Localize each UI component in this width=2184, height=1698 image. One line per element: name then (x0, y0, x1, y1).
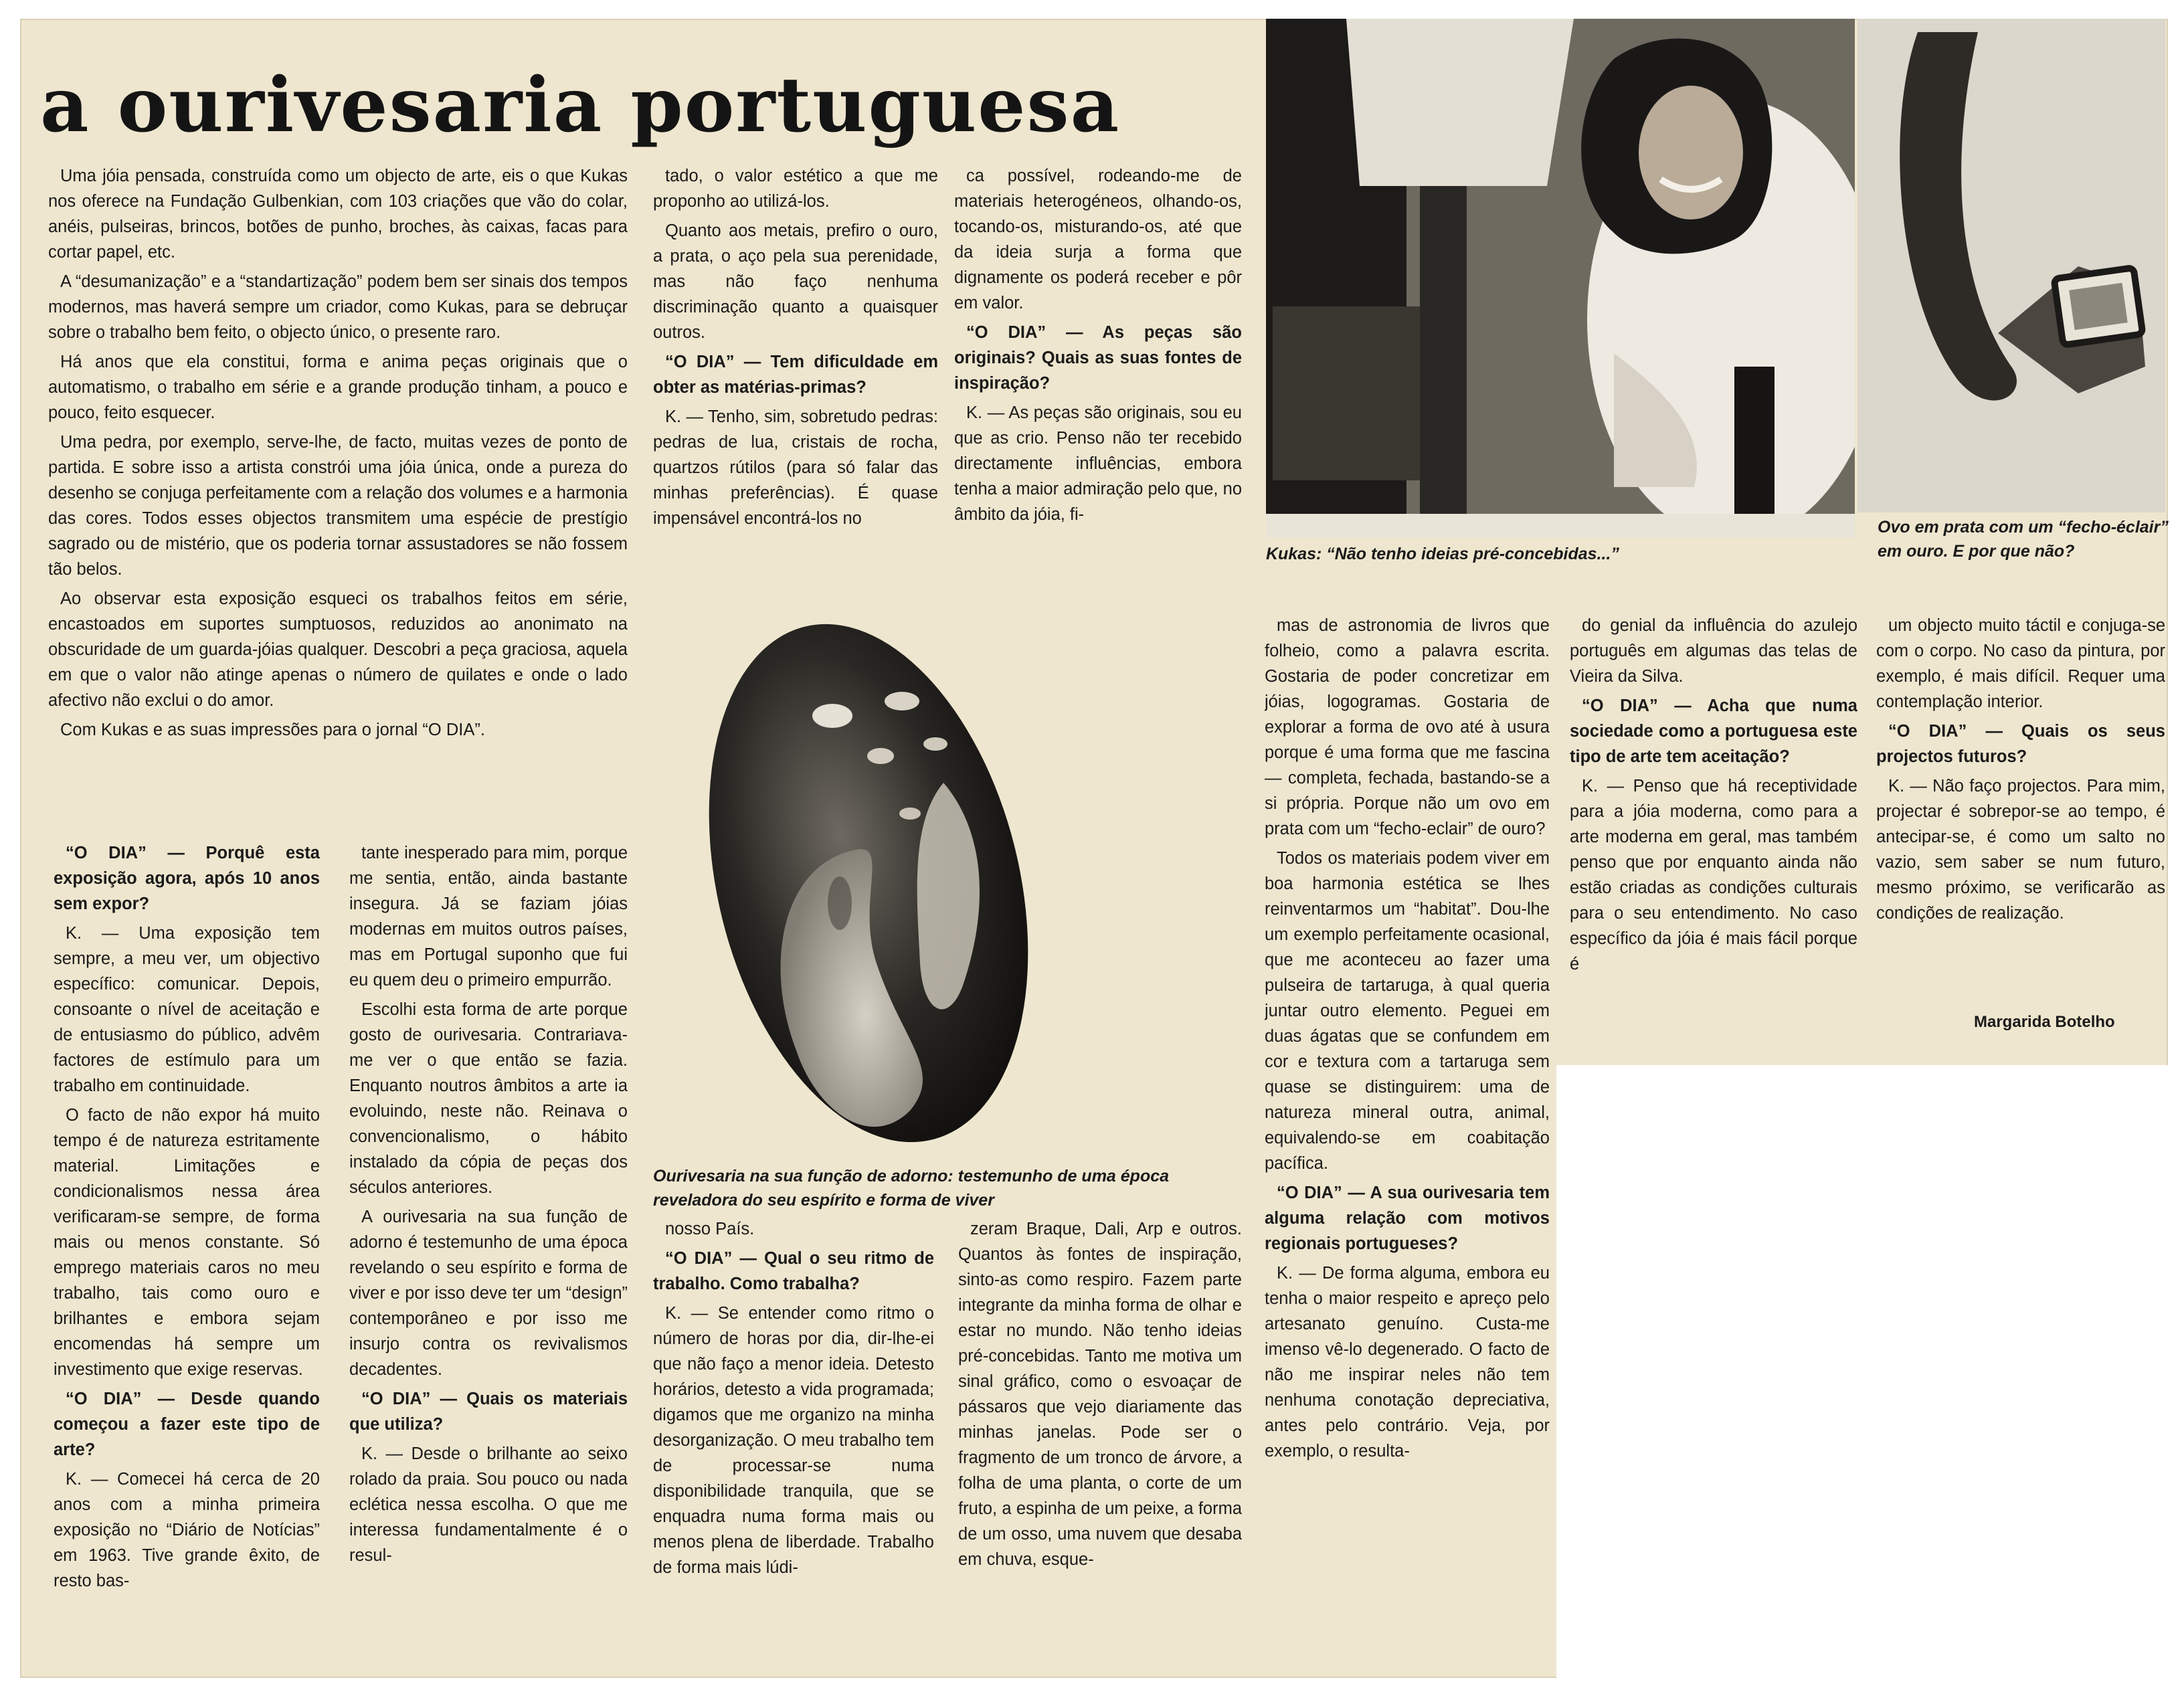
paragraph: K. — Comecei há cerca de 20 anos com a minha primeira exposição no “Diário de Notícias” em 1963. Tive grande êxito, de resto bas- (54, 1470, 320, 1590)
paragraph: Uma pedra, por exemplo, serve-lhe, de facto, muitas vezes de ponto de partida. E sobre isso a artista constrói uma jóia única, onde a pureza do desenho se conjuga perfeitamente com a relação dos volumes e a harmonia das cores. Todos esses objectos transmitem uma espécie de prestígio sagrado ou de mistério, que os poderia tornar assustadores se não fossem tão belos. (48, 433, 628, 579)
paragraph: tante inesperado para mim, porque me sentia, então, ainda bastante insegura. Já se faziam jóias modernas em muitos outros países, mas em Portugal suponho que fui eu quem deu o primeiro empurrão. (349, 844, 628, 989)
column-5 (1265, 613, 1550, 1657)
paragraph: K. — Se entender como ritmo o número de horas por dia, dir-lhe-ei que não faço a menor ideia. Detesto horários, detesto a vida programada; digamos que me organizo na minha desorganização. O meu trabalho tem de processar-se numa disponibilidade tranquila, que se enquadra numa forma mais ou menos plena de liberdade. Trabalho de forma mais lúdi- (653, 1304, 934, 1577)
paragraph: K. — Não faço projectos. Para mim, projectar é sobrepor-se ao tempo, é antecipar-se, é como um salto no vazio, sem saber se num futuro, mesmo próximo, se verificarão as condições de realização. (1876, 777, 2165, 923)
paragraph: “O DIA” — Tem dificuldade em obter as matérias-primas? (653, 353, 938, 397)
paragraph: “O DIA” — Quais os seus projectos futuros? (1876, 722, 2165, 766)
column-1 (54, 840, 320, 1654)
paragraph: O facto de não expor há muito tempo é de natureza estritamente material. Limitações e condicionalismos nessa área verificaram-se sempre, de forma mais ou menos constante. Só emprego materiais caros no meu trabalho, tais como ouro e brilhantes e embora sejam encomendas há sempre um investimento que exige reservas. (54, 1106, 320, 1379)
article-title: a ourivesaria portuguesa (40, 62, 1121, 149)
paragraph: mas de astronomia de livros que folheio, como a palavra escrita. Gostaria de poder concretizar em jóias, logogramas. Gostaria de explorar a forma de ovo até à usura porque é uma forma que me fascina — completa, fechada, bastando-se a si própria. Porque não um ovo em prata com um “fecho-eclair” de ouro? (1265, 616, 1550, 838)
paragraph: “O DIA” — As peças são originais? Quais as suas fontes de inspiração? (954, 323, 1242, 393)
column-4-top (954, 163, 1242, 565)
paragraph: Com Kukas e as suas impressões para o jornal “O DIA”. (60, 721, 485, 739)
clipping-cutout-background (1556, 1065, 2184, 1698)
paragraph: um objecto muito táctil e conjuga-se com o corpo. No caso da pintura, por exemplo, é mais difícil. Requer uma contemplação interior. (1876, 616, 2165, 711)
paragraph: K. — Penso que há receptividade para a jóia moderna, como para a arte moderna em geral, mas também penso que por enquanto ainda não estão criadas as condições culturais para o seu entendimento. No caso específico da jóia é mais fácil porque é (1570, 777, 1857, 973)
caption-portrait: Kukas: “Não tenho ideias pré-concebidas...” (1266, 545, 1619, 563)
paragraph: “O DIA” — A sua ourivesaria tem alguma relação com motivos regionais portugueses? (1265, 1184, 1550, 1253)
article-intro (48, 163, 628, 819)
paragraph: K. — Desde o brilhante ao seixo rolado da praia. Sou pouco ou nada eclética nessa escolha. O que me interessa fundamentalmente é o resul- (349, 1444, 628, 1565)
column-2 (349, 840, 628, 1654)
column-3-bottom (653, 1216, 934, 1658)
paragraph: tado, o valor estético a que me proponho ao utilizá-los. (653, 167, 938, 211)
paragraph: do genial da influência do azulejo português em algumas das telas de Vieira da Silva. (1570, 616, 1857, 686)
paragraph: “O DIA” — Desde quando começou a fazer este tipo de arte? (54, 1390, 320, 1459)
paragraph: Todos os materiais podem viver em boa harmonia estética se lhes reinventarmos um “habitat”. Dou-lhe um exemplo perfeitamente ocasional, que me aconteceu ao fazer uma pulseira de tartaruga, à qual queria juntar outro elemento. Peguei em duas ágatas que se confundem em cor e textura com a tartaruga sem quase se distinguirem: uma de natureza mineral outra, animal, equivalendo-se em coabitação pacífica. (1265, 849, 1550, 1173)
paragraph: K. — De forma alguma, embora eu tenha o maior respeito e apreço pelo artesanato genuíno. Custa-me imenso vê-lo degenerado. O facto de não me inspirar neles não tem nenhuma conotação depreciativa, antes pelo contrário. Veja, por exemplo, o resulta- (1265, 1264, 1550, 1460)
egg-jewelry-photo (689, 589, 1037, 1171)
byline-signature: Margarida Botelho (1974, 1013, 2115, 1031)
paragraph: Escolhi esta forma de arte porque gosto de ourivesaria. Contrariava-me ver o que então se fazia. Enquanto noutros âmbitos a arte ia evoluindo, neste não. Reinava o convencionalismo, o hábito instalado da cópia de peças dos séculos anteriores. (349, 1000, 628, 1197)
paragraph: “O DIA” — Porquê esta exposição agora, após 10 anos sem expor? (54, 844, 320, 913)
paragraph: Há anos que ela constitui, forma e anima peças originais que o automatismo, o trabalho em série e a grande produção tinham, a pouco e pouco, feito esquecer. (48, 353, 628, 422)
paragraph: nosso País. (665, 1220, 755, 1238)
paragraph: Ao observar esta exposição esqueci os trabalhos feitos em série, encastoados em suportes sumptuosos, reduzidos ao anonimato na obscuridade de um guarda-jóias qualquer. Descobri a peça graciosa, aquela em que o valor não atinge apenas o número de quilates e onde o lado afectivo não exclui o do amor. (48, 589, 628, 710)
paragraph: A “desumanização” e a “standartização” podem bem ser sinais dos tempos modernos, mas haverá sempre um criador, como Kukas, para se debruçar sobre o trabalho bem feito, o objecto único, o presente raro. (48, 272, 628, 342)
caption-egg-piece: Ourivesaria na sua função de adorno: testemunho de uma época reveladora do seu espírito e forma de viver (653, 1167, 1170, 1210)
column-7 (1876, 613, 2165, 987)
paragraph: K. — Uma exposição tem sempre, a meu ver, um objectivo específico: comunicar. Depois, consoante o nível de aceitação e de entusiasmo do público, advêm factores de estímulo para um trabalho em continuidade. (54, 924, 320, 1095)
paragraph: Uma jóia pensada, construída como um objecto de arte, eis o que Kukas nos oferece na Fundação Gulbenkian, com 103 criações que vão do colar, anéis, pulseiras, brincos, botões de punho, broches, às caixas, facas para cortar papel, etc. (48, 167, 628, 262)
column-6 (1570, 613, 1857, 1041)
portrait-photo (1266, 19, 1855, 538)
column-3-top (653, 163, 938, 565)
caption-zipper-egg: Ovo em prata com um “fecho-éclair” em ouro. E por que não? (1878, 518, 2169, 561)
paragraph: zeram Braque, Dali, Arp e outros. Quantos às fontes de inspiração, sinto-as como respiro. Fazem parte integrante da minha forma de olhar e estar no mundo. Não tenho ideias pré-concebidas. Tanto me motiva um sinal gráfico, como o esvoaçar de pássaros que vejo diariamente das minhas janelas. Pode ser o fragmento de um tronco de árvore, a folha de uma planta, o corte de um fruto, a espinha de um peixe, a forma de um osso, uma nuvem que desaba em chuva, esque- (958, 1220, 1242, 1569)
paragraph: “O DIA” — Acha que numa sociedade como a portuguesa este tipo de arte tem aceitação? (1570, 696, 1857, 766)
paragraph: Quanto aos metais, prefiro o ouro, a prata, o aço pela sua perenidade, mas não faço nenhuma discriminação quanto a quaisquer outros. (653, 221, 938, 342)
paragraph: “O DIA” — Qual o seu ritmo de trabalho. Como trabalha? (653, 1249, 934, 1293)
column-4-bottom (958, 1216, 1242, 1658)
paragraph: ca possível, rodeando-me de materiais heterogéneos, olhando-os, tocando-os, misturando-os, até que da ideia surja a forma que dignamente os poderá receber e pôr em valor. (954, 167, 1242, 312)
paragraph: A ourivesaria na sua função de adorno é testemunho de uma época revelando o seu espírito e forma de viver e por isso deve ter um “design” contemporâneo e por isso me insurjo contra os revivalismos decadentes. (349, 1208, 628, 1379)
zipper-egg-photo (1857, 19, 2165, 512)
paragraph: “O DIA” — Quais os materiais que utiliza? (349, 1390, 628, 1434)
paragraph: K. — As peças são originais, sou eu que as crio. Penso não ter recebido directamente influências, embora tenha a maior admiração pelo que, no âmbito da jóia, fi- (954, 403, 1242, 524)
paragraph: K. — Tenho, sim, sobretudo pedras: pedras de lua, cristais de rocha, quartzos rútilos (para só falar das minhas preferências). É quase impensável encontrá-los no (653, 407, 938, 528)
